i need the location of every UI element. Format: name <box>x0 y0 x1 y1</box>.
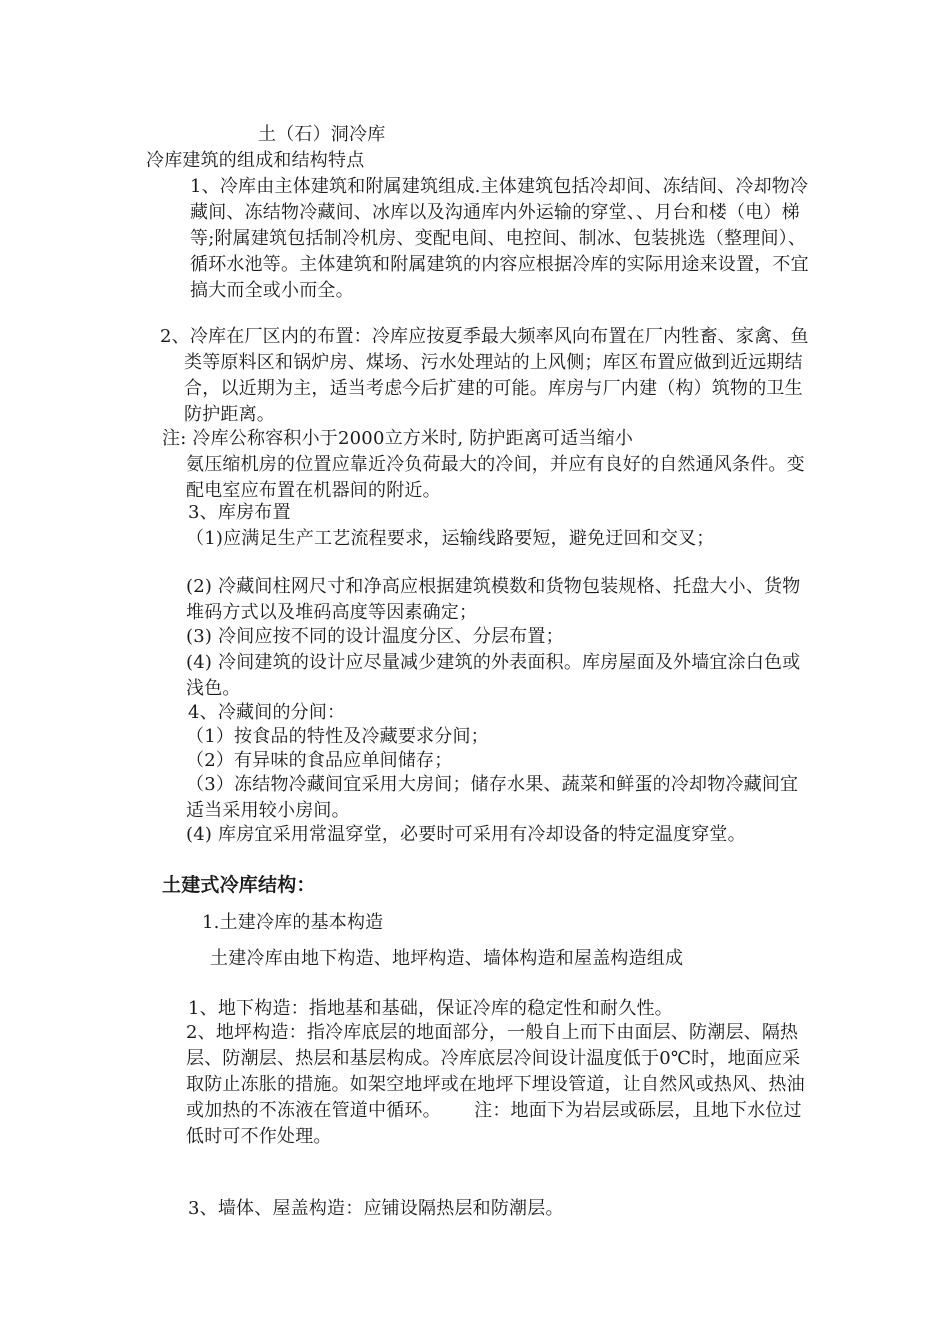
subsection-basic-construction: 1.土建冷库的基本构造 <box>202 912 384 933</box>
paragraph-composition: 1、冷库由主体建筑和附属建筑组成.主体建筑包括冷却间、冻结间、冷却物冷藏间、冻结物冷藏间、冰库以及沟通库内外运输的穿堂、、月台和楼（电）梯等;附属建筑包括制冷机房、变配电间、电控间、制冰、包装挑选（整理间）、循环水池等。主体建筑和附属建筑的内容应根据冷库的实际用途来设置，不宜搞大而全或小而全。 <box>190 176 809 301</box>
page-title: 土（石）洞冷库 <box>258 124 386 145</box>
paragraph-site-layout-text: 2、冷库在厂区内的布置：冷库应按夏季最大频率风向布置在厂内牲畜、家禽、鱼类等原料区和锅炉房、煤场、污水处理站的上风侧；库区布置应做到近远期结合，以近期为主，适当考虑今后扩建的可能。库房与厂内建（构）筑物的卫生防护距离。 <box>160 326 809 425</box>
list-item-4-3: （3）冻结物冷藏间宜采用大房间；储存水果、蔬菜和鲜蛋的冷却物冷藏间宜适当采用较小房间。 <box>186 774 799 821</box>
intro-line: 土建冷库由地下构造、地坪构造、墙体构造和屋盖构造组成 <box>210 948 684 969</box>
paragraph-site-layout <box>160 324 812 428</box>
list-item-3-1: （1)应满足生产工艺流程要求，运输线路要短，避免迂回和交叉； <box>186 528 715 549</box>
list-item-4-1: （1）按食品的特性及冷藏要求分间； <box>186 726 489 747</box>
list-item-3-4: (4) 冷间建筑的设计应尽量减少建筑的外表面积。库房屋面及外墙宜涂白色或浅色。 <box>186 652 801 699</box>
subsection-heading-3: 3、库房布置 <box>188 502 291 523</box>
list-item-floor: 2、地坪构造：指冷库底层的地面部分，一般自上而下由面层、防潮层、隔热层、防潮层、热层和基层构成。冷库底层冷间设计温度低于0℃时，地面应采取防止冻胀的措施。如架空地坪或在地坪下埋设管道，让自然风或热风、热油或加热的不冻液在管道中循环。 注：地面下为岩层或砾层，且地下水位过低时可不作处理。 <box>186 1022 805 1147</box>
note-line: 注: 冷库公称容积小于2000立方米时, 防护距离可适当缩小 <box>162 428 634 449</box>
subsection-heading-4: 4、冷藏间的分间： <box>188 702 346 723</box>
list-item-underground: 1、地下构造：指地基和基础，保证冷库的稳定性和耐久性。 <box>188 998 673 1019</box>
list-item-4-2: （2）有异味的食品应单间储存； <box>186 750 453 771</box>
section-heading: 冷库建筑的组成和结构特点 <box>146 150 365 171</box>
list-item-wall-roof: 3、墙体、屋盖构造：应铺设隔热层和防潮层。 <box>188 1198 564 1219</box>
paragraph-compressor-room: 氨压缩机房的位置应靠近冷负荷最大的冷间，并应有良好的自然通风条件。变配电室应布置在机器间的附近。 <box>186 454 805 501</box>
section-heading-structure: 土建式冷库结构： <box>162 874 316 896</box>
list-item-3-2: (2) 冷藏间柱网尺寸和净高应根据建筑模数和货物包装规格、托盘大小、货物堆码方式以及堆码高度等因素确定； <box>186 576 801 623</box>
list-item-4-4: (4) 库房宜采用常温穿堂，必要时可采用有冷却设备的特定温度穿堂。 <box>186 824 746 845</box>
list-item-3-3: (3) 冷间应按不同的设计温度分区、分层布置； <box>186 626 564 647</box>
